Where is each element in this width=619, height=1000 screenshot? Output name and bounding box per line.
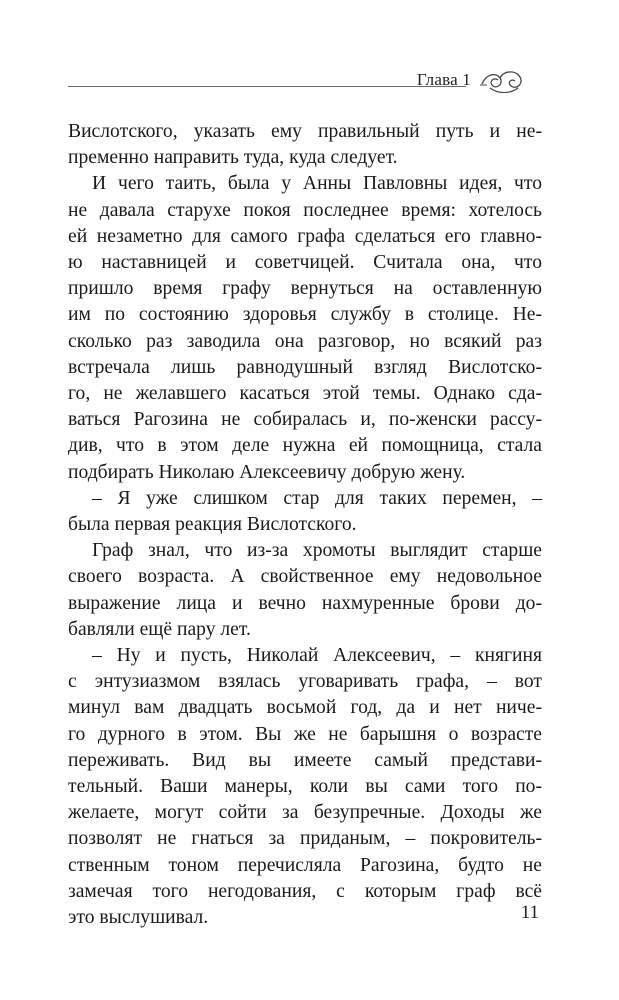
- text-line: встречала лишь равнодушный взгляд Вислотско-: [68, 356, 542, 378]
- text-line: минул вам двадцать восьмой год, да и нет ниче-: [68, 697, 542, 719]
- text-line: была первая реакция Вислотского.: [68, 514, 357, 536]
- text-line: го, не желавшего касаться этой темы. Однако сда-: [68, 383, 542, 405]
- text-line: – Ну и пусть, Николай Алексеевич, – княгиня: [92, 645, 542, 667]
- text-line: подбирать Николаю Алексеевичу добрую жену.: [68, 461, 466, 483]
- text-line: пременно направить туда, куда следует.: [68, 147, 398, 169]
- text-line: им по состоянию здоровья службу в столице. Не-: [68, 304, 542, 326]
- text-line: ю наставницей и советчицей. Считала она, что: [68, 252, 542, 274]
- text-line: с энтузиазмом взялась уговаривать графа, – вот: [68, 671, 542, 693]
- text-line: ственным тоном перечисляла Рагозина, будто не: [68, 854, 542, 876]
- running-head: Глава 1: [416, 70, 471, 89]
- text-line: не давала старухе покоя последнее время: хотелось: [68, 199, 542, 221]
- text-line: го дурного в этом. Вы же не барышня о возрасте: [68, 723, 542, 745]
- text-line: своего возраста. А свойственное ему недовольное: [68, 566, 542, 588]
- swirl-ornament-icon: [478, 64, 528, 98]
- text-line: див, что в этом деле нужна ей помощница, стала: [68, 435, 542, 457]
- text-line: сколько раз заводила она разговор, но всякий раз: [68, 330, 542, 352]
- page-number: 11: [520, 902, 539, 923]
- text-line: ваться Рагозина не собиралась и, по-женски рассу-: [68, 409, 542, 431]
- text-line: ей незаметно для самого графа сделаться его главно-: [68, 225, 542, 247]
- text-line: Граф знал, что из-за хромоты выглядит старше: [92, 540, 542, 562]
- text-line: пришло время графу вернуться на оставленную: [68, 278, 542, 300]
- text-line: И чего таить, была у Анны Павловны идея, что: [92, 173, 542, 195]
- text-line: бавляли ещё пару лет.: [68, 618, 251, 640]
- text-line: Вислотского, указать ему правильный путь и не-: [68, 121, 542, 142]
- body-text: [68, 119, 542, 931]
- text-line: это выслушивал.: [68, 907, 209, 929]
- text-line: – Я уже слишком стар для таких перемен, –: [92, 487, 542, 509]
- text-line: выражение лица и вечно нахмуренные брови до-: [68, 592, 542, 614]
- text-line: переживать. Вид вы имеете самый представи-: [68, 749, 542, 771]
- text-line: тельный. Ваши манеры, коли вы сами того по-: [68, 776, 542, 798]
- header-rule: [68, 86, 466, 87]
- text-line: замечая того негодования, с которым граф всё: [68, 880, 542, 902]
- text-line: желаете, могут сойти за безупречные. Доходы же: [68, 802, 542, 824]
- text-line: позволят не гнаться за приданым, – покровитель-: [68, 828, 542, 850]
